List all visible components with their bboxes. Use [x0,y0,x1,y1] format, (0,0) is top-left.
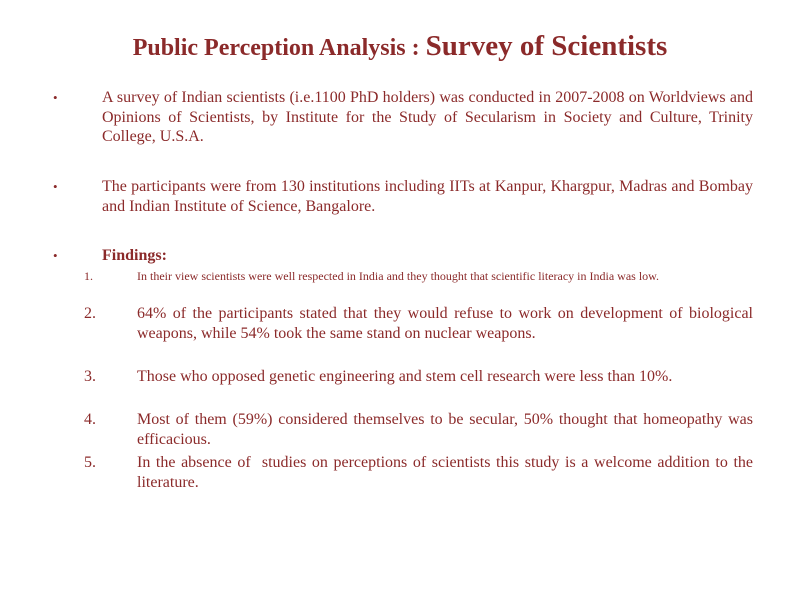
bullet-survey [53,88,753,147]
finding-item-4 [84,410,753,449]
finding-text: In the absence of studies on perceptions of scientists this study is a welcome addition to the literature. [137,454,757,491]
finding-item-5 [84,453,757,492]
bullet-text: The participants were from 130 institutions including IITs at Kanpur, Khargpur, Madras and Bombay and Indian Institute of Science, Bangalore. [102,178,753,215]
finding-text: In their view scientists were well respected in India and they thought that scientific literacy in India was low. [137,269,660,283]
finding-item-2 [84,304,753,343]
finding-number: 5. [84,454,96,471]
finding-text: Most of them (59%) considered themselves to be secular, 50% thought that homeopathy was efficacious. [137,411,753,448]
bullet-dot: • [53,179,58,194]
slide-title-separator: : [405,35,426,61]
finding-number: 2. [84,305,96,322]
finding-text: Those who opposed genetic engineering and stem cell research were less than 10%. [137,368,673,385]
finding-item-3 [84,367,753,387]
slide-title-sub: Survey of Scientists [425,30,668,62]
slide-title [0,30,800,63]
findings-label: Findings: [102,247,167,264]
finding-text: 64% of the participants stated that they would refuse to work on development of biological weapons, while 54% took the same stand on nuclear weapons. [137,305,753,342]
finding-number: 4. [84,411,96,428]
finding-number: 3. [84,368,96,385]
bullet-findings [53,246,753,266]
bullet-dot: • [53,248,58,263]
bullet-dot: • [53,90,58,105]
slide-title-main: Public Perception Analysis [132,35,406,61]
bullet-text: A survey of Indian scientists (i.e.1100 PhD holders) was conducted in 2007-2008 on Worldviews and Opinions of Scientists, by Institute for the Study of Secularism in Society and Culture, Trinity College, U.S.A. [102,89,753,145]
finding-number: 1. [84,269,93,283]
bullet-participants [53,177,753,216]
finding-item-1 [84,268,753,284]
